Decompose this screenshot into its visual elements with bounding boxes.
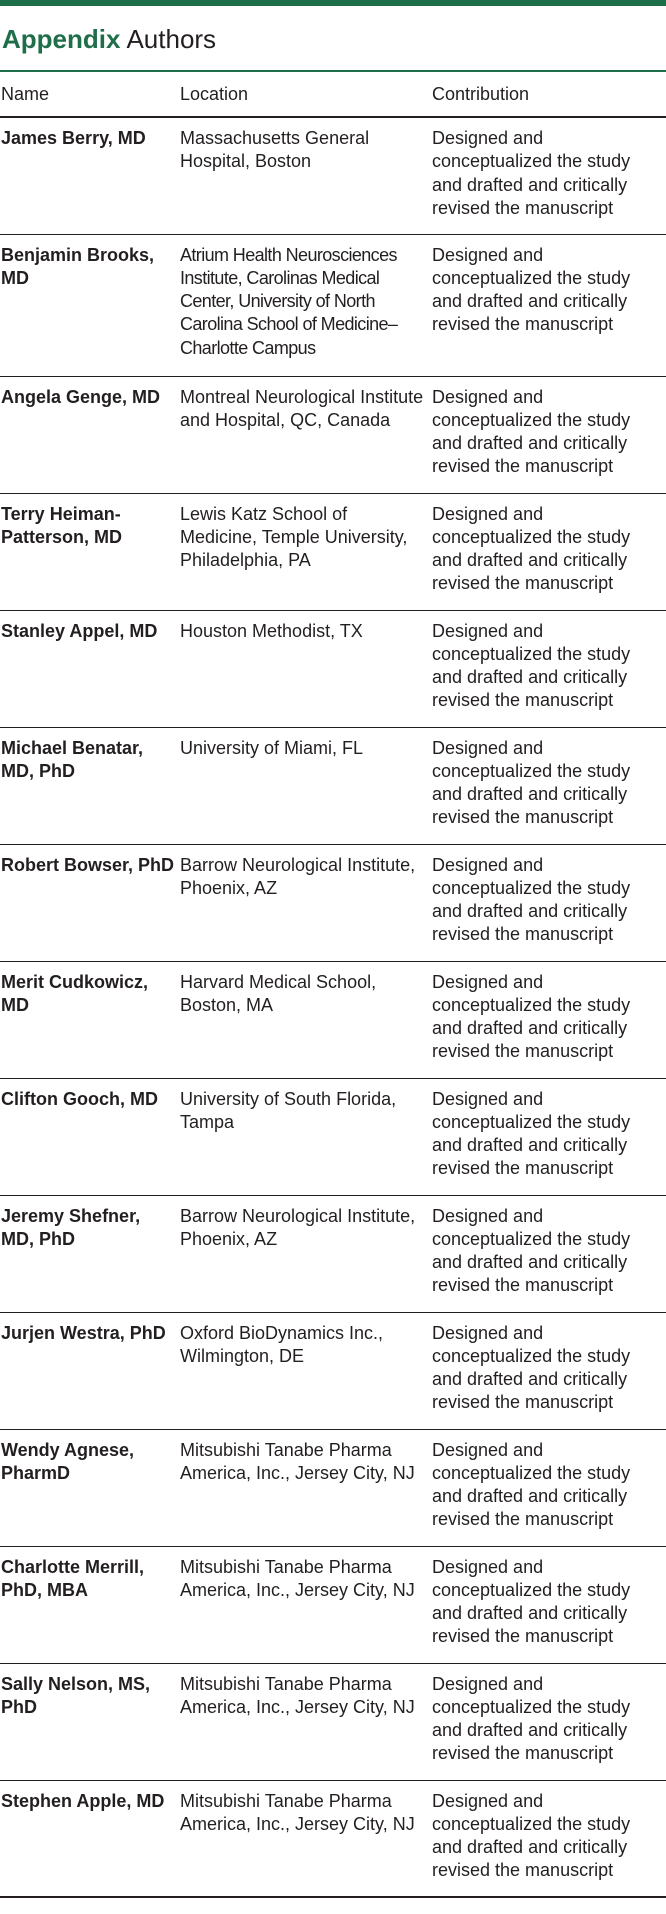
author-name: Sally Nelson, MS, PhD xyxy=(0,1663,179,1780)
table-row xyxy=(0,1195,666,1312)
author-name: Wendy Agnese, PharmD xyxy=(0,1429,179,1546)
author-location: University of Miami, FL xyxy=(179,727,431,844)
author-contribution: Designed and conceptualized the study and drafted and critically revised the manuscript xyxy=(431,1312,666,1429)
column-header-contribution: Contribution xyxy=(431,72,666,117)
table-row xyxy=(0,727,666,844)
author-contribution: Designed and conceptualized the study and drafted and critically revised the manuscript xyxy=(431,727,666,844)
appendix-title xyxy=(2,22,216,56)
author-contribution: Designed and conceptualized the study and drafted and critically revised the manuscript xyxy=(431,844,666,961)
author-contribution: Designed and conceptualized the study and drafted and critically revised the manuscript xyxy=(431,376,666,493)
author-contribution: Designed and conceptualized the study and drafted and critically revised the manuscript xyxy=(431,1195,666,1312)
table-row xyxy=(0,1663,666,1780)
author-contribution: Designed and conceptualized the study and drafted and critically revised the manuscript xyxy=(431,1546,666,1663)
table-row xyxy=(0,844,666,961)
table-row xyxy=(0,1312,666,1429)
author-contribution: Designed and conceptualized the study and drafted and critically revised the manuscript xyxy=(431,1663,666,1780)
author-contribution: Designed and conceptualized the study and drafted and critically revised the manuscript xyxy=(431,1780,666,1897)
table-row xyxy=(0,234,666,376)
author-contribution: Designed and conceptualized the study and drafted and critically revised the manuscript xyxy=(431,961,666,1078)
author-contribution: Designed and conceptualized the study and drafted and critically revised the manuscript xyxy=(431,493,666,610)
author-location: Mitsubishi Tanabe Pharma America, Inc., Jersey City, NJ xyxy=(179,1429,431,1546)
author-location: Massachusetts General Hospital, Boston xyxy=(179,117,431,234)
author-name: Jurjen Westra, PhD xyxy=(0,1312,179,1429)
table-row xyxy=(0,1780,666,1897)
authors-table xyxy=(0,72,666,1898)
table-row xyxy=(0,610,666,727)
author-location: Mitsubishi Tanabe Pharma America, Inc., Jersey City, NJ xyxy=(179,1780,431,1897)
author-name: Merit Cudkowicz, MD xyxy=(0,961,179,1078)
author-contribution: Designed and conceptualized the study and drafted and critically revised the manuscript xyxy=(431,610,666,727)
table-row xyxy=(0,493,666,610)
author-location: Barrow Neurological Institute, Phoenix, AZ xyxy=(179,1195,431,1312)
author-name: Angela Genge, MD xyxy=(0,376,179,493)
author-location: Mitsubishi Tanabe Pharma America, Inc., Jersey City, NJ xyxy=(179,1546,431,1663)
table-header-row xyxy=(0,72,666,117)
author-location: Oxford BioDynamics Inc., Wilmington, DE xyxy=(179,1312,431,1429)
column-header-location: Location xyxy=(179,72,431,117)
author-location: Montreal Neurological Institute and Hospital, QC, Canada xyxy=(179,376,431,493)
table-row xyxy=(0,1429,666,1546)
author-name: James Berry, MD xyxy=(0,117,179,234)
column-header-name: Name xyxy=(0,72,179,117)
author-contribution: Designed and conceptualized the study and drafted and critically revised the manuscript xyxy=(431,234,666,376)
author-name: Jeremy Shefner, MD, PhD xyxy=(0,1195,179,1312)
table-row xyxy=(0,1546,666,1663)
author-contribution: Designed and conceptualized the study and drafted and critically revised the manuscript xyxy=(431,1078,666,1195)
author-location: University of South Florida, Tampa xyxy=(179,1078,431,1195)
author-name: Michael Benatar, MD, PhD xyxy=(0,727,179,844)
author-contribution: Designed and conceptualized the study and drafted and critically revised the manuscript xyxy=(431,1429,666,1546)
author-name: Stanley Appel, MD xyxy=(0,610,179,727)
author-location: Houston Methodist, TX xyxy=(179,610,431,727)
author-location: Atrium Health Neurosciences Institute, Carolinas Medical Center, University of North Carolina School of Medicine–Charlotte Campus xyxy=(179,234,431,376)
table-row xyxy=(0,376,666,493)
author-name: Terry Heiman-Patterson, MD xyxy=(0,493,179,610)
author-name: Benjamin Brooks, MD xyxy=(0,234,179,376)
author-name: Robert Bowser, PhD xyxy=(0,844,179,961)
author-location: Lewis Katz School of Medicine, Temple University, Philadelphia, PA xyxy=(179,493,431,610)
table-row xyxy=(0,961,666,1078)
top-accent-bar xyxy=(0,0,666,6)
appendix-heading: Authors xyxy=(126,24,217,54)
author-name: Clifton Gooch, MD xyxy=(0,1078,179,1195)
authors-table-body xyxy=(0,117,666,1897)
author-location: Barrow Neurological Institute, Phoenix, AZ xyxy=(179,844,431,961)
author-name: Stephen Apple, MD xyxy=(0,1780,179,1897)
author-name: Charlotte Merrill, PhD, MBA xyxy=(0,1546,179,1663)
table-row xyxy=(0,117,666,234)
author-contribution: Designed and conceptualized the study and drafted and critically revised the manuscript xyxy=(431,117,666,234)
appendix-label: Appendix xyxy=(2,24,121,54)
author-location: Mitsubishi Tanabe Pharma America, Inc., Jersey City, NJ xyxy=(179,1663,431,1780)
author-location: Harvard Medical School, Boston, MA xyxy=(179,961,431,1078)
table-row xyxy=(0,1078,666,1195)
